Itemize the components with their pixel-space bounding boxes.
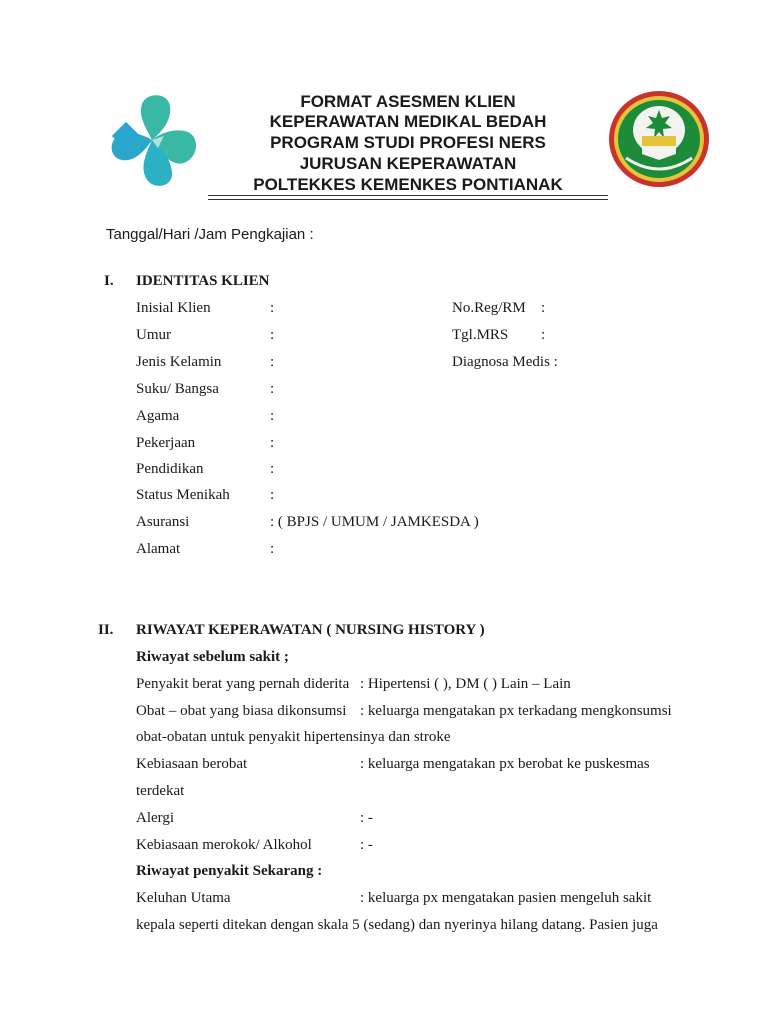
field-value-agama: : bbox=[270, 408, 275, 424]
section1-number: I. bbox=[104, 273, 114, 289]
field-label-pekerjaan: Pekerjaan bbox=[136, 435, 196, 451]
date-label: Tanggal/Hari /Jam Pengkajian : bbox=[106, 226, 314, 243]
section1-title: IDENTITAS KLIEN bbox=[136, 273, 270, 289]
field-value-pendidikan: : bbox=[270, 461, 275, 477]
field-value-pekerjaan: : bbox=[270, 435, 275, 451]
field-value-status-menikah: : bbox=[270, 487, 275, 503]
field-value-inisial: : bbox=[270, 300, 275, 316]
keluhan-value: : keluarga px mengatakan pasien mengeluh sakit bbox=[360, 890, 652, 906]
field-label-suku: Suku/ Bangsa bbox=[136, 381, 219, 397]
field-label-pendidikan: Pendidikan bbox=[136, 461, 204, 477]
field-label-noreg: No.Reg/RM bbox=[452, 300, 526, 316]
kebiasaan-label: Kebiasaan berobat bbox=[136, 756, 248, 772]
obat-continuation: obat-obatan untuk penyakit hipertensinya dan stroke bbox=[136, 729, 451, 745]
section2-sub2: Riwayat penyakit Sekarang : bbox=[136, 863, 323, 879]
alergi-label: Alergi bbox=[136, 810, 175, 826]
obat-label: Obat – obat yang biasa dikonsumsi bbox=[136, 703, 347, 719]
field-label-status-menikah: Status Menikah bbox=[136, 487, 230, 503]
keluhan-continuation: kepala seperti ditekan dengan skala 5 (sedang) dan nyerinya hilang datang. Pasien juga bbox=[136, 917, 658, 933]
penyakit-value: : Hipertensi ( ), DM ( ) Lain – Lain bbox=[360, 676, 571, 692]
section2-sub1: Riwayat sebelum sakit ; bbox=[136, 649, 289, 665]
alergi-value: : - bbox=[360, 810, 373, 826]
merokok-value: : - bbox=[360, 837, 373, 853]
field-label-jenis-kelamin: Jenis Kelamin bbox=[136, 354, 222, 370]
field-value-umur: : bbox=[270, 327, 275, 343]
field-label-inisial: Inisial Klien bbox=[136, 300, 211, 316]
merokok-label: Kebiasaan merokok/ Alkohol bbox=[136, 837, 312, 853]
field-value-noreg: : bbox=[541, 300, 546, 316]
kebiasaan-continuation: terdekat bbox=[136, 783, 185, 799]
kebiasaan-value: : keluarga mengatakan px berobat ke puskesmas bbox=[360, 756, 650, 772]
field-label-diagnosa: Diagnosa Medis : bbox=[452, 354, 558, 370]
header-line-4: JURUSAN KEPERAWATAN bbox=[299, 154, 517, 173]
field-value-asuransi: : ( BPJS / UMUM / JAMKESDA ) bbox=[270, 514, 479, 530]
header-line-3: PROGRAM STUDI PROFESI NERS bbox=[270, 133, 546, 152]
keluhan-label: Keluhan Utama bbox=[136, 890, 231, 906]
field-label-asuransi: Asuransi bbox=[136, 514, 190, 530]
field-value-alamat: : bbox=[270, 541, 275, 557]
poltekkes-seal bbox=[606, 88, 712, 190]
kemenkes-logo bbox=[106, 92, 198, 190]
field-value-suku: : bbox=[270, 381, 275, 397]
field-label-tglmrs: Tgl.MRS bbox=[452, 327, 509, 343]
header-rule-thick bbox=[208, 195, 608, 196]
header-line-2: KEPERAWATAN MEDIKAL BEDAH bbox=[269, 112, 547, 131]
section2-number: II. bbox=[98, 622, 114, 638]
field-label-agama: Agama bbox=[136, 408, 180, 424]
field-value-jenis-kelamin: : bbox=[270, 354, 275, 370]
field-label-alamat: Alamat bbox=[136, 541, 181, 557]
field-label-umur: Umur bbox=[136, 327, 171, 343]
header-line-1: FORMAT ASESMEN KLIEN bbox=[300, 92, 516, 111]
obat-value: : keluarga mengatakan px terkadang mengkonsumsi bbox=[360, 703, 672, 719]
header-line-5: POLTEKKES KEMENKES PONTIANAK bbox=[253, 175, 563, 194]
field-value-tglmrs: : bbox=[541, 327, 546, 343]
header-rule-thin bbox=[208, 199, 608, 200]
section2-title: RIWAYAT KEPERAWATAN ( NURSING HISTORY ) bbox=[136, 622, 485, 638]
penyakit-label: Penyakit berat yang pernah diderita bbox=[136, 676, 350, 692]
